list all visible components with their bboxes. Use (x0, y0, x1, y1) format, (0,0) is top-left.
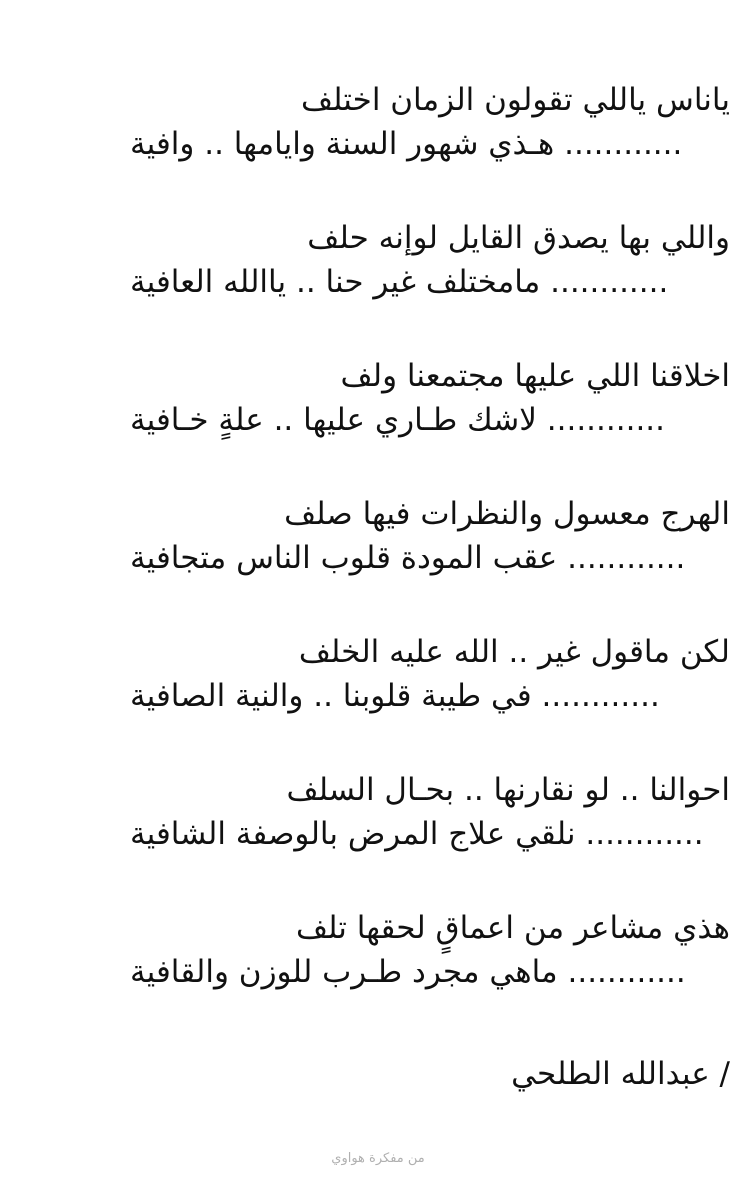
stanza (130, 768, 730, 856)
stanza (130, 78, 730, 166)
poem-line: لكن ماقول غير .. الله عليه الخلف (298, 634, 730, 670)
poem-line: احوالنا .. لو نقارنها .. بحـال السلف (286, 772, 730, 808)
stanza (130, 492, 730, 580)
poem-line: ............ نلقي علاج المرض بالوصفة الشافية (130, 816, 704, 852)
poem-line: ............ عقب المودة قلوب الناس متجافية (130, 540, 686, 576)
stanza (130, 216, 730, 304)
poem-line: هذي مشاعر من اعماقٍ لحقها تلف (295, 910, 730, 946)
poem-line: الهرج معسول والنظرات فيها صلف (284, 496, 730, 532)
stanza (130, 354, 730, 442)
stanza (130, 630, 730, 718)
poem-line: ياناس ياللي تقولون الزمان اختلف (300, 82, 730, 118)
author-signature: / عبدالله الطلحي (511, 1056, 730, 1092)
poem-line: اخلاقنا اللي عليها مجتمعنا ولف (340, 358, 730, 394)
poem-body (130, 78, 730, 1044)
poem-line: ............ مامختلف غير حنا .. ياالله العافية (130, 264, 669, 300)
poem-line: ............ هـذي شهور السنة وايامها .. وافية (130, 126, 683, 162)
poem-line: ............ ماهي مجرد طـرب للوزن والقافية (130, 954, 686, 990)
poem-line: واللي بها يصدق القايل لوإنه حلف (307, 220, 730, 256)
poem-line: ............ لاشك طـاري عليها .. علةٍ خـافية (130, 402, 666, 438)
poem-line: ............ في طيبة قلوبنا .. والنية الصافية (130, 678, 660, 714)
stanza (130, 906, 730, 994)
app-watermark: من مفكرة هواوي (331, 1151, 425, 1166)
